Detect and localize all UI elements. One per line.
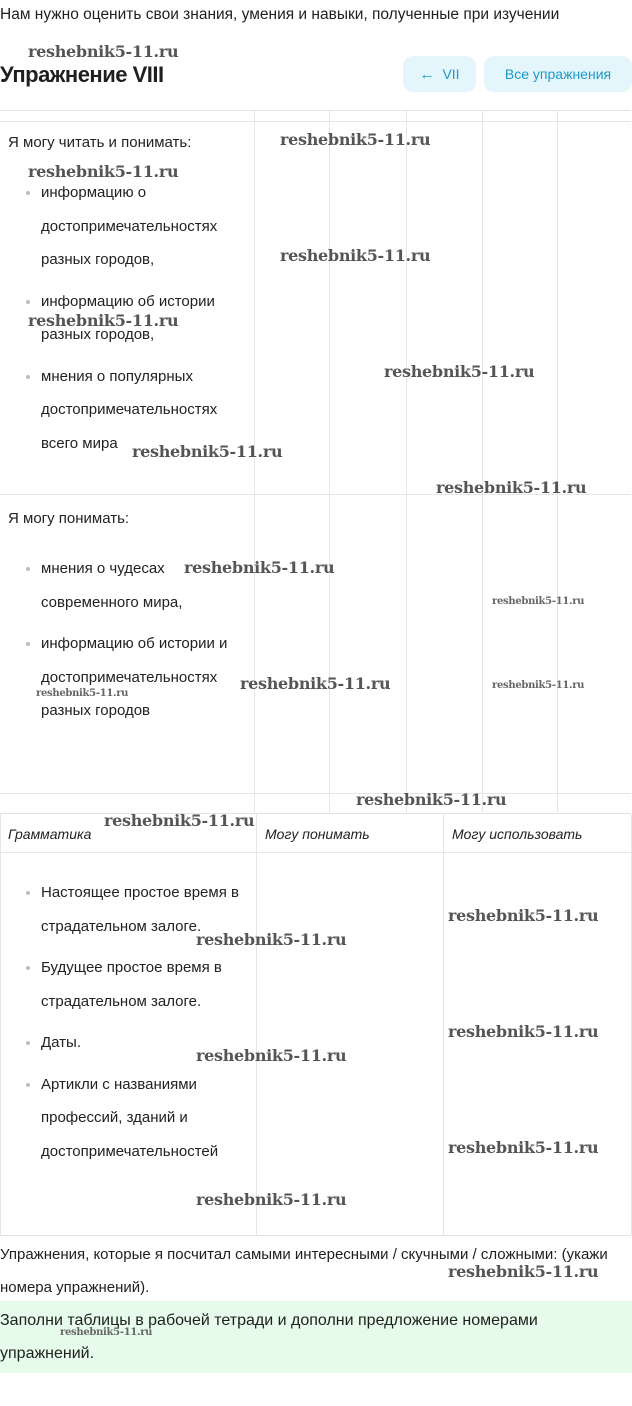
watermark: reshebnik5-11.ru: [184, 558, 335, 577]
watermark: reshebnik5-11.ru: [356, 790, 507, 809]
task-note: Заполни таблицы в рабочей тетради и дополни предложение номерами упражнений.: [0, 1301, 632, 1373]
grammar-list: [22, 876, 252, 1176]
watermark: reshebnik5-11.ru: [280, 130, 431, 149]
all-exercises-button[interactable]: [484, 56, 632, 92]
list-item: Настоящее простое время в страдательном залоге.: [22, 876, 252, 943]
column-divider: [256, 814, 257, 1235]
watermark: reshebnik5-11.ru: [28, 162, 179, 181]
intro-text: Нам нужно оценить свои знания, умения и навыки, полученные при изучении: [0, 6, 560, 23]
list-item: информацию об истории разных городов,: [22, 285, 252, 352]
listening-block-list: [22, 552, 252, 736]
page-title: Упражнение VIII: [0, 62, 164, 87]
column-divider: [0, 814, 1, 1235]
arrow-left-icon: ←: [419, 65, 435, 83]
list-item: Даты.: [22, 1026, 252, 1060]
watermark: reshebnik5-11.ru: [36, 688, 129, 699]
watermark: reshebnik5-11.ru: [492, 680, 585, 691]
list-item: информацию об истории и достопримечательностях разных городов: [22, 627, 252, 728]
watermark: reshebnik5-11.ru: [104, 811, 255, 830]
watermark: reshebnik5-11.ru: [132, 442, 283, 461]
watermark: reshebnik5-11.ru: [448, 1138, 599, 1157]
row-divider: [0, 793, 631, 794]
watermark: reshebnik5-11.ru: [448, 1262, 599, 1281]
watermark: reshebnik5-11.ru: [196, 1046, 347, 1065]
column-divider: [557, 111, 558, 814]
watermark: reshebnik5-11.ru: [28, 42, 179, 61]
watermark: reshebnik5-11.ru: [240, 674, 391, 693]
all-exercises-label: Все упражнения: [504, 66, 612, 82]
list-item: мнения о популярных достопримечательностях всего мира: [22, 360, 252, 461]
watermark: reshebnik5-11.ru: [448, 906, 599, 925]
list-item: мнения о чудесах современного мира,: [22, 552, 252, 619]
watermark: reshebnik5-11.ru: [492, 596, 585, 607]
column-divider: [482, 111, 483, 814]
outro-text: Упражнения, которые я посчитал самыми интересными / скучными / сложными: (укажи номера упражнений).: [0, 1246, 608, 1296]
watermark: reshebnik5-11.ru: [448, 1022, 599, 1041]
column-divider: [443, 814, 444, 1235]
column-divider: [329, 111, 330, 814]
watermark: reshebnik5-11.ru: [384, 362, 535, 381]
watermark: reshebnik5-11.ru: [280, 246, 431, 265]
watermark: reshebnik5-11.ru: [436, 478, 587, 497]
listening-block-title: Я могу понимать:: [8, 510, 130, 527]
grammar-header: Грамматика: [8, 826, 92, 842]
can-use-header: Могу использовать: [452, 826, 583, 842]
prev-exercise-button[interactable]: [403, 56, 476, 92]
watermark: reshebnik5-11.ru: [196, 1190, 347, 1209]
skills-table: [0, 110, 631, 814]
watermark: reshebnik5-11.ru: [28, 311, 179, 330]
watermark: reshebnik5-11.ru: [60, 1327, 153, 1338]
list-item: Будущее простое время в страдательном залоге.: [22, 951, 252, 1018]
column-divider: [254, 111, 255, 814]
prev-exercise-label: VII: [442, 66, 460, 82]
row-divider: [0, 852, 631, 853]
watermark: reshebnik5-11.ru: [196, 930, 347, 949]
column-divider: [406, 111, 407, 814]
can-understand-header: Могу понимать: [265, 826, 370, 842]
row-divider: [0, 121, 631, 122]
list-item: информацию о достопримечательностях разных городов,: [22, 176, 252, 277]
list-item: Артикли с названиями профессий, зданий и достопримечательностей: [22, 1068, 252, 1169]
reading-block-title: Я могу читать и понимать:: [8, 134, 192, 151]
